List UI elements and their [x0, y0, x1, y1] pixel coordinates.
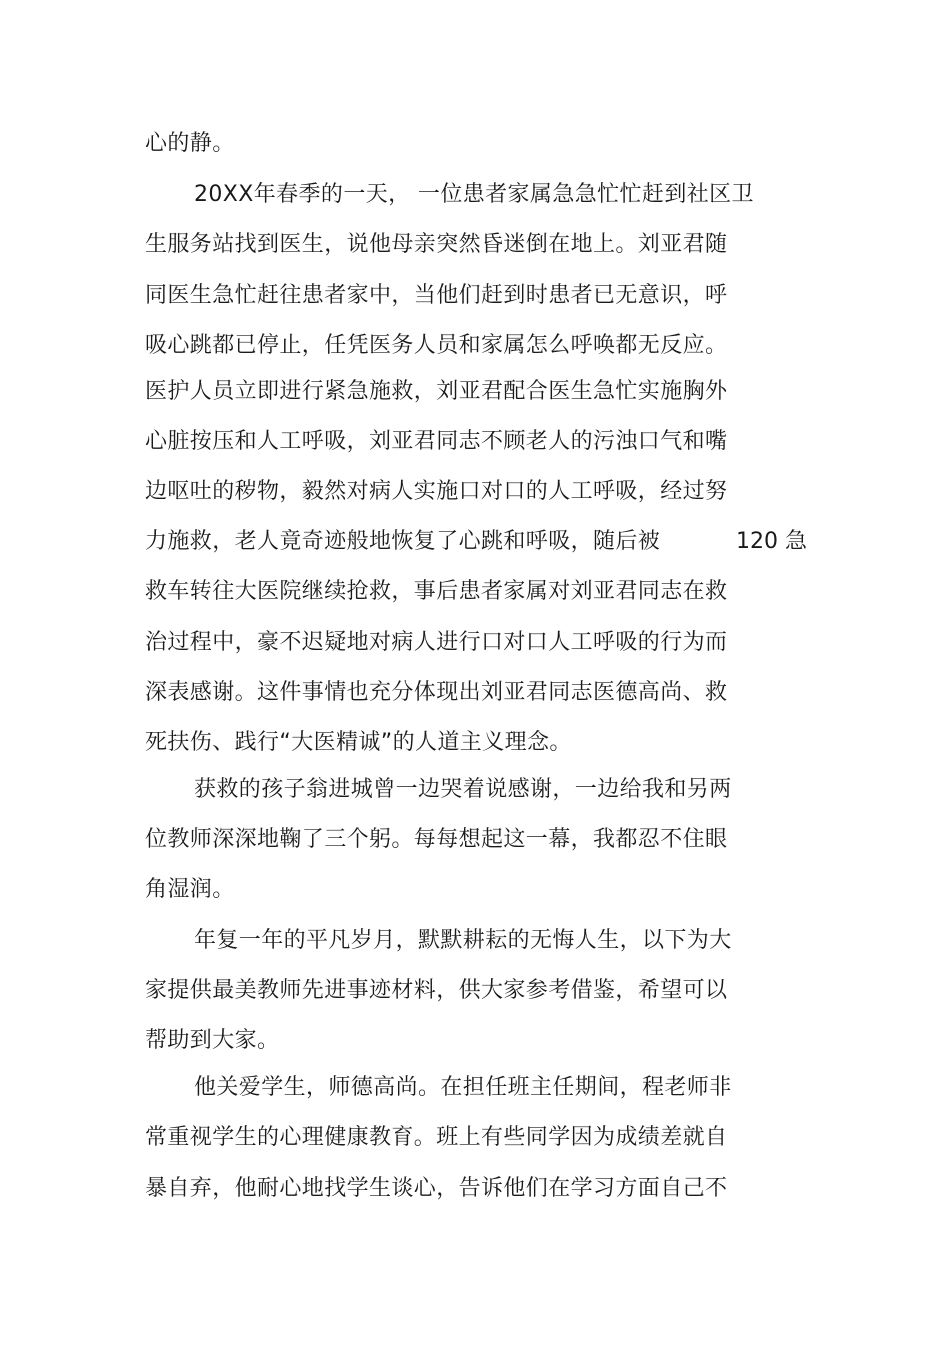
text-line: 救车转往大医院继续抢救，事后患者家属对刘亚君同志在救: [145, 579, 728, 604]
text-line: 心脏按压和人工呼吸，刘亚君同志不顾老人的污浊口气和嘴: [145, 429, 728, 454]
text-line: 位教师深深地鞠了三个躬。每每想起这一幕，我都忍不住眼: [145, 827, 728, 852]
text-line: 角湿润。: [145, 877, 235, 902]
text-line: 常重视学生的心理健康教育。班上有些同学因为成绩差就自: [145, 1125, 728, 1150]
text-line: 治过程中，豪不迟疑地对病人进行口对口人工呼吸的行为而: [145, 630, 728, 655]
text-line: 深表感谢。这件事情也充分体现出刘亚君同志医德高尚、救: [145, 680, 728, 705]
text-line: 家提供最美教师先进事迹材料，供大家参考借鉴，希望可以: [145, 978, 728, 1003]
text-line: 获救的孩子翁进城曾一边哭着说感谢，一边给我和另两: [194, 777, 732, 802]
text-line: 死扶伤、践行“大医精诚”的人道主义理念。: [145, 730, 572, 755]
text-line: 边呕吐的秽物，毅然对病人实施口对口的人工呼吸，经过努: [145, 479, 728, 504]
text-line: 力施救，老人竟奇迹般地恢复了心跳和呼吸，随后被: [145, 529, 661, 554]
text-line: 20XX年春季的一天， 一位患者家属急急忙忙赶到社区卫: [194, 182, 754, 207]
text-line: 同医生急忙赶往患者家中，当他们赶到时患者已无意识，呼: [145, 283, 728, 308]
text-line: 暴自弃，他耐心地找学生谈心，告诉他们在学习方面自己不: [145, 1176, 728, 1201]
text-line: 年复一年的平凡岁月，默默耕耘的无悔人生，以下为大: [194, 928, 732, 953]
text-line-fragment: 120 急: [736, 529, 807, 554]
text-line: 帮助到大家。: [145, 1028, 280, 1053]
text-line: 生服务站找到医生，说他母亲突然昏迷倒在地上。刘亚君随: [145, 232, 728, 257]
text-line: 心的静。: [145, 131, 235, 156]
text-line: 医护人员立即进行紧急施救，刘亚君配合医生急忙实施胸外: [145, 379, 728, 404]
text-line: 他关爱学生，师德高尚。在担任班主任期间，程老师非: [194, 1075, 732, 1100]
text-line: 吸心跳都已停止，任凭医务人员和家属怎么呼唤都无反应。: [145, 333, 728, 358]
